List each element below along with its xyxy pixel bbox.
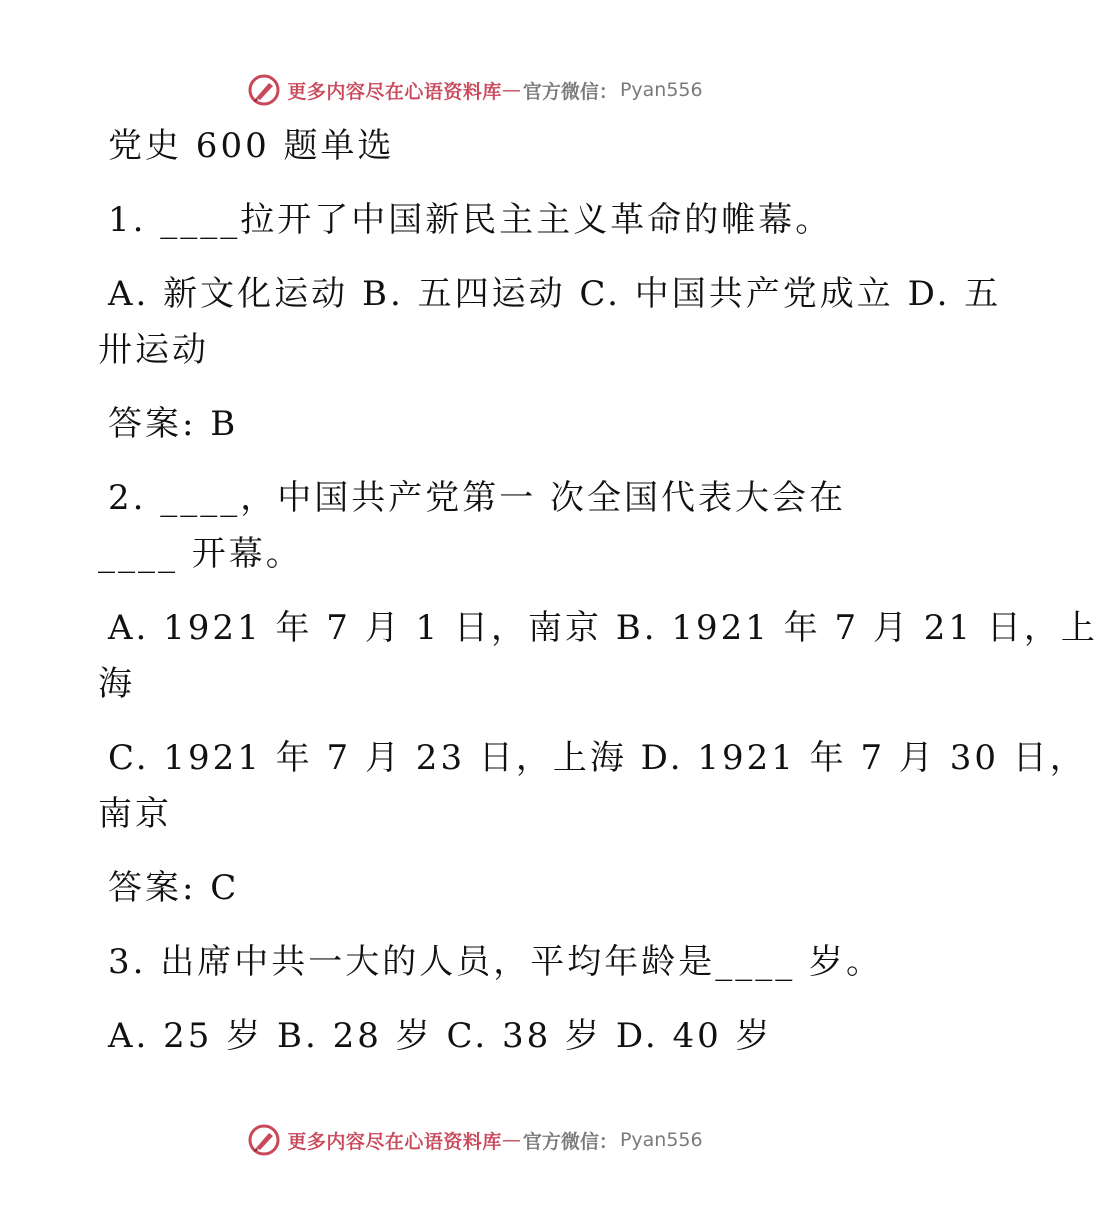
footer-wechat-id: Pyan556: [619, 1129, 703, 1151]
header-wechat-label: 官方微信：: [522, 80, 618, 103]
header-brand-text: 更多内容尽在心语资料库: [287, 80, 502, 103]
question-3-options: A. 25 岁 B. 28 岁 C. 38 岁 D. 40 岁: [108, 1016, 773, 1056]
pen-logo-icon: [247, 73, 281, 107]
question-2-options-ab-line1: A. 1921 年 7 月 1 日，南京 B. 1921 年 7 月 21 日，上: [108, 608, 1098, 648]
footer-wechat-label: 官方微信：: [522, 1130, 618, 1153]
footer-brand-text: 更多内容尽在心语资料库: [287, 1130, 502, 1153]
header-wechat-id: Pyan556: [619, 79, 703, 101]
page-header-watermark: [0, 70, 950, 110]
question-1-answer: 答案: B: [108, 404, 239, 444]
question-2-answer: 答案: C: [108, 868, 240, 908]
question-2-options-cd-line1: C. 1921 年 7 月 23 日，上海 D. 1921 年 7 月 30 日，: [108, 738, 1087, 778]
pen-logo-icon: [247, 1123, 281, 1157]
document-title: 党史 600 题单选: [108, 126, 395, 166]
question-2-options-cd-line2: 南京: [98, 794, 172, 834]
question-2-line1: 2. ____，中国共产党第一 次全国代表大会在: [108, 478, 847, 518]
page-footer-watermark: [0, 1120, 950, 1160]
question-1-options-line1: A. 新文化运动 B. 五四运动 C. 中国共产党成立 D. 五: [108, 274, 1002, 314]
question-2-options-ab-line2: 海: [98, 664, 135, 704]
question-1: 1. ____拉开了中国新民主主义革命的帷幕。: [108, 200, 833, 240]
header-separator: —: [501, 79, 521, 101]
question-2-line2: ____ 开幕。: [98, 534, 303, 574]
footer-separator: —: [501, 1129, 521, 1151]
question-1-options-line2: 卅运动: [98, 330, 209, 370]
document-body: [98, 118, 1098, 1064]
question-3: 3. 出席中共一大的人员，平均年龄是____ 岁。: [108, 942, 884, 982]
